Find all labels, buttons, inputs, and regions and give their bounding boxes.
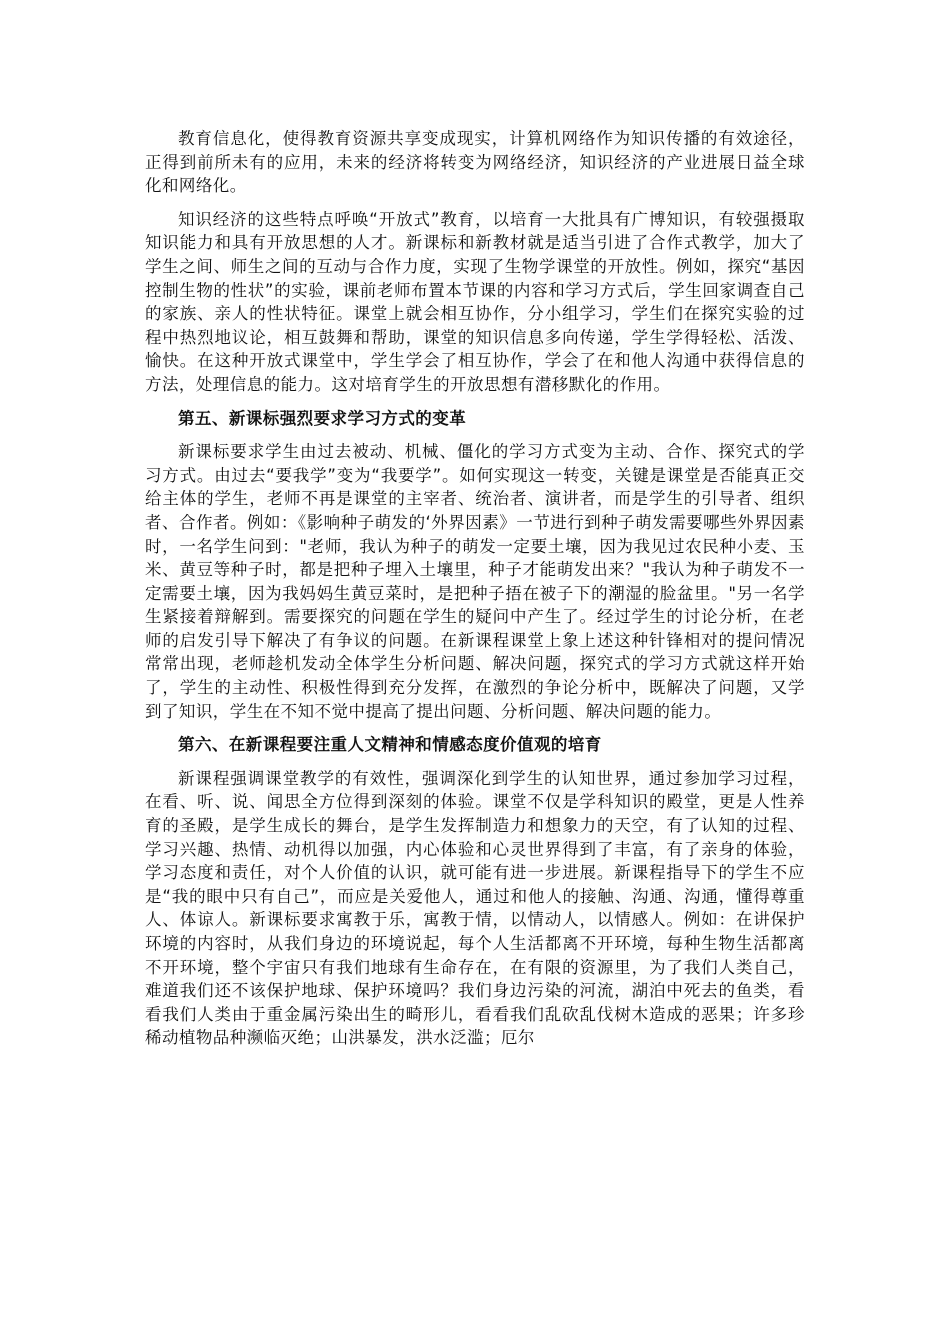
body-paragraph: 新课程强调课堂教学的有效性，强调深化到学生的认知世界，通过参加学习过程，在看、听、说、闻思全方位得到深刻的体验。课堂不仅是学科知识的殿堂，更是人性养育的圣殿，是学生成长的舞台，是学生发挥制造力和想象力的天空，有了认知的过程、学习兴趣、热情、动机得以加强，内心体验和心灵世界得到了丰富，有了亲身的体验，学习态度和责任，对个人价值的认识，就可能有进一步进展。新课程指导下的学生不应是“我的眼中只有自己”，而应是关爱他人，通过和他人的接触、沟通、沟通，懂得尊重人、体谅人。新课标要求寓教于乐，寓教于情，以情动人，以情感人。例如：在讲保护环境的内容时，从我们身边的环境说起，每个人生活都离不开环境，每种生物生活都离不开环境，整个宇宙只有我们地球有生命存在，在有限的资源里，为了我们人类自己，难道我们还不该保护地球、保护环境吗？我们身边污染的河流，湖泊中死去的鱼类，看看我们人类由于重金属污染出生的畸形儿，看看我们乱砍乱伐树木造成的恶果；许多珍稀动植物品种濒临灭绝；山洪暴发，洪水泛滥；厄尔 [145, 768, 805, 1048]
body-paragraph: 教育信息化，使得教育资源共享变成现实，计算机网络作为知识传播的有效途径，正得到前所未有的应用，未来的经济将转变为网络经济，知识经济的产业进展日益全球化和网络化。 [145, 129, 805, 196]
section-heading: 第六、在新课程要注重人文精神和情感态度价值观的培育 [178, 735, 602, 755]
body-paragraph: 知识经济的这些特点呼唤“开放式”教育，以培育一大批具有广博知识，有较强摄取知识能力和具有开放思想的人才。新课标和新教材就是适当引进了合作式教学，加大了学生之间、师生之间的互动与合作力度，实现了生物学课堂的开放性。例如，探究“基因控制生物的性状”的实验，课前老师布置本节课的内容和学习方式后，学生回家调查自己的家族、亲人的性状特征。课堂上就会相互协作，分小组学习，学生们在探究实验的过程中热烈地议论，相互鼓舞和帮助，课堂的知识信息多向传递，学生学得轻松、活泼、愉快。在这种开放式课堂中，学生学会了相互协作，学会了在和他人沟通中获得信息的方法，处理信息的能力。这对培育学生的开放思想有潜移默化的作用。 [145, 209, 805, 394]
body-paragraph: 新课标要求学生由过去被动、机械、僵化的学习方式变为主动、合作、探究式的学习方式。由过去“要我学”变为“我要学”。如何实现这一转变，关键是课堂是否能真正交给主体的学生，老师不再是课堂的主宰者、统治者、演讲者，而是学生的引导者、组织者、合作者。例如：《影响种子萌发的‘外界因素》一节进行到种子萌发需要哪些外界因素时，一名学生问到："老师，我认为种子的萌发一定要土壤，因为我见过农民种小麦、玉米、黄豆等种子时，都是把种子埋入土壤里，种子才能萌发出来？"我认为种子萌发不一定需要土壤，因为我妈妈生黄豆菜时，是把种子捂在被子下的潮湿的脸盆里。"另一名学生紧接着辩解到。需要探究的问题在学生的疑问中产生了。经过学生的讨论分析，在老师的启发引导下解决了有争议的问题。在新课程课堂上象上述这种针锋相对的提问情况常常出现，老师趁机发动全体学生分析问题、解决问题，探究式的学习方式就这样开始了，学生的主动性、积极性得到充分发挥，在激烈的争论分析中，既解决了问题，又学到了知识，学生在不知不觉中提高了提出问题、分析问题、解决问题的能力。 [145, 442, 805, 721]
document-page [145, 127, 805, 1060]
section-heading: 第五、新课标强烈要求学习方式的变革 [178, 408, 467, 428]
